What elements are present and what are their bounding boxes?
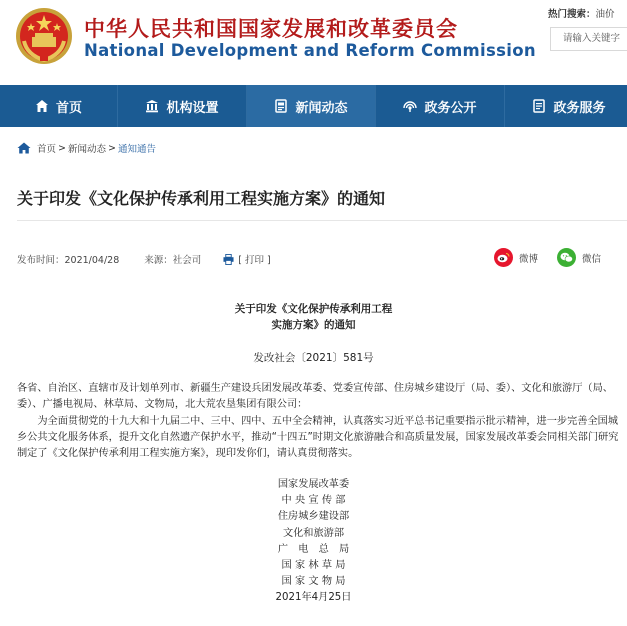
nav-item-services[interactable] bbox=[505, 85, 627, 127]
document-icon bbox=[532, 99, 546, 113]
breadcrumb-separator: > bbox=[108, 142, 116, 154]
article-source: 来源：社会司 bbox=[144, 255, 202, 266]
document-title-line2: 实施方案》的通知 bbox=[271, 319, 356, 331]
main-nav bbox=[0, 85, 627, 127]
nav-label: 首页 bbox=[55, 100, 82, 116]
signer: 中 央 宣 传 部 bbox=[281, 495, 346, 507]
print-label: [ 打印 ] bbox=[238, 255, 271, 266]
nav-label: 机构设置 bbox=[166, 100, 219, 116]
home-icon[interactable] bbox=[17, 142, 31, 154]
signer: 文化和旅游部 bbox=[282, 527, 345, 539]
breadcrumb-home[interactable]: 首页 bbox=[37, 144, 57, 155]
national-emblem-icon[interactable] bbox=[15, 7, 73, 65]
signer: 住房城乡建设部 bbox=[277, 511, 350, 523]
weibo-label: 微博 bbox=[519, 253, 539, 265]
body-paragraph: 为全面贯彻党的十九大和十九届二中、三中、四中、五中全会精神，认真落实习近平总书记重要指示批示精神，进一步完善全国城乡公共文化服务体系，提升文化自然遗产保护水平，推动“十四五”时期文化旅游融合和高质量发展，国家发展改革委会同相关部门研究制定了《文化保护传承利用工程实施方案》，现印发你们，请认真贯彻落实。 bbox=[17, 416, 619, 460]
printer-icon bbox=[223, 254, 234, 265]
signer: 国 家 林 草 局 bbox=[281, 560, 346, 572]
wechat-icon bbox=[557, 248, 576, 267]
breadcrumb bbox=[17, 141, 156, 155]
nav-label: 政务服务 bbox=[553, 100, 606, 116]
home-icon bbox=[35, 99, 49, 113]
site-header bbox=[0, 0, 627, 85]
broadcast-icon bbox=[403, 99, 417, 113]
share-weibo-button[interactable] bbox=[494, 248, 538, 267]
signer: 国家发展改革委 bbox=[277, 479, 350, 490]
nav-item-organization[interactable] bbox=[118, 85, 246, 127]
building-icon bbox=[145, 99, 159, 113]
nav-item-public-affairs[interactable] bbox=[376, 85, 504, 127]
document-number: 发改社会〔2021〕581号 bbox=[253, 352, 374, 364]
print-button[interactable] bbox=[223, 252, 270, 266]
article-meta bbox=[17, 252, 271, 266]
document-title-line1: 关于印发《文化保护传承利用工程 bbox=[234, 303, 393, 315]
page-title: 关于印发《文化保护传承利用工程实施方案》的通知 bbox=[17, 189, 386, 208]
recipients-paragraph: 各省、自治区、直辖市及计划单列市、新疆生产建设兵团发展改革委、党委宣传部、住房城乡建设厅（局、委）、文化和旅游厅（局、委）、广播电视局、林草局、文物局，北大荒农垦集团有限公司： bbox=[17, 383, 613, 411]
weixin-label: 微信 bbox=[582, 253, 602, 265]
hot-search bbox=[548, 6, 615, 20]
nav-label: 政务公开 bbox=[424, 100, 477, 116]
signers-block bbox=[0, 477, 627, 607]
site-title-english[interactable]: National Development and Reform Commission bbox=[84, 41, 536, 60]
hot-search-term[interactable]: 油价 bbox=[595, 9, 615, 20]
share-weixin-button[interactable] bbox=[557, 248, 601, 267]
signing-date: 2021年4月25日 bbox=[275, 592, 352, 604]
breadcrumb-notices[interactable]: 通知通告 bbox=[117, 144, 156, 155]
publish-date: 发布时间：2021/04/28 bbox=[17, 255, 120, 266]
signer: 广 电 总 局 bbox=[277, 543, 350, 555]
breadcrumb-news[interactable]: 新闻动态 bbox=[67, 144, 106, 155]
signer: 国 家 文 物 局 bbox=[281, 576, 346, 588]
title-divider bbox=[17, 220, 627, 221]
nav-item-home[interactable] bbox=[0, 85, 117, 127]
site-title-chinese[interactable]: 中华人民共和国国家发展和改革委员会 bbox=[84, 17, 458, 41]
nav-label: 新闻动态 bbox=[295, 100, 348, 116]
weibo-icon bbox=[494, 248, 513, 267]
news-icon bbox=[274, 99, 288, 113]
hot-search-label: 热门搜索： bbox=[548, 9, 596, 20]
nav-item-news[interactable] bbox=[247, 85, 375, 127]
breadcrumb-separator: > bbox=[58, 142, 66, 154]
search-input[interactable]: 请输入关键字 bbox=[550, 27, 627, 51]
